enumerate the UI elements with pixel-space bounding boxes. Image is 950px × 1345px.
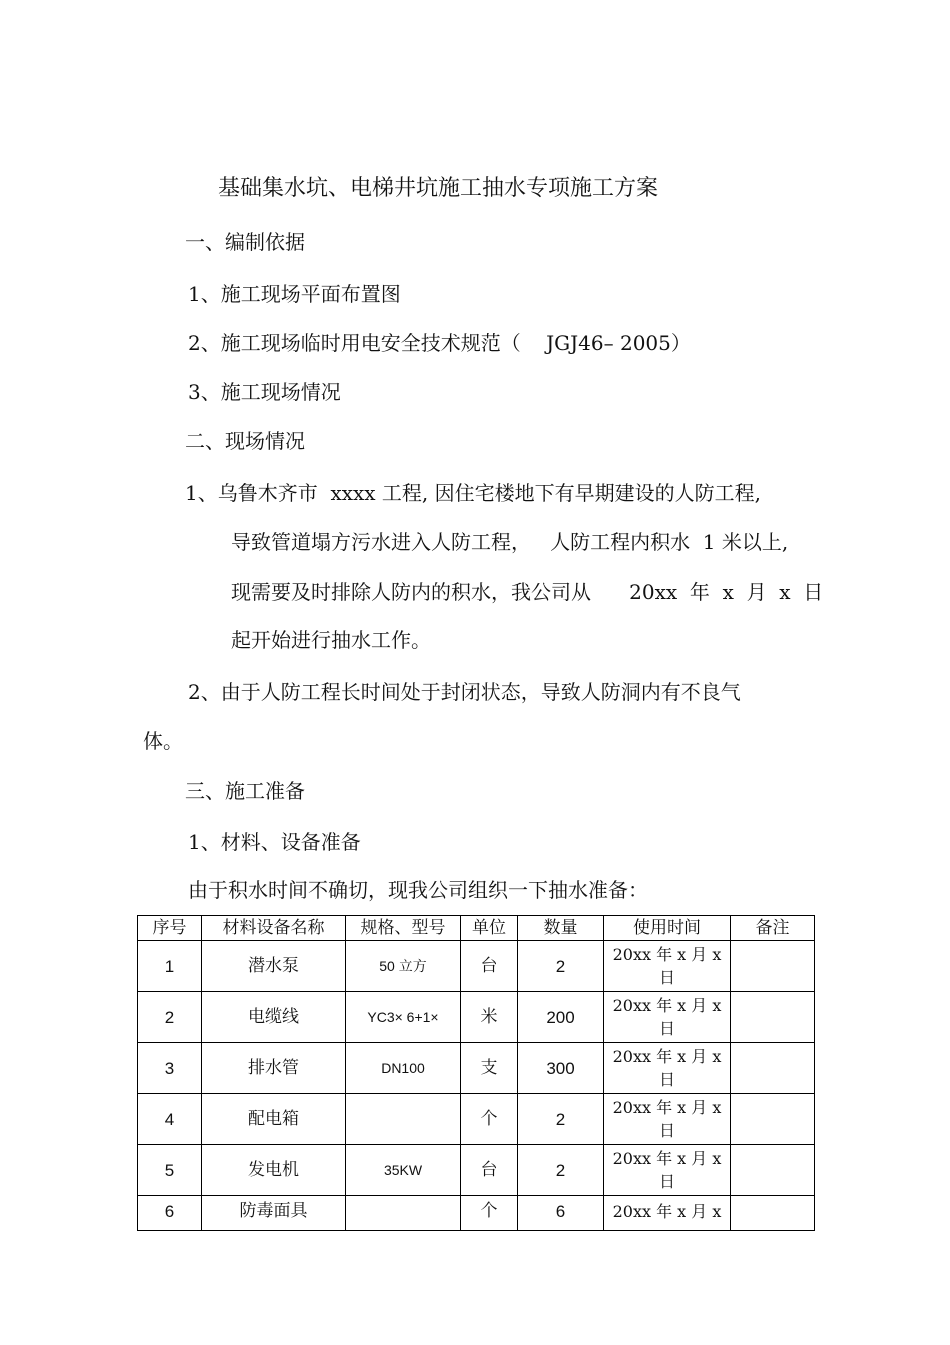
- cell-no: 3: [138, 1043, 202, 1094]
- cell-time: [604, 992, 731, 1043]
- time-line-2: 日: [658, 1121, 675, 1140]
- section-heading-2: 二、现场情况: [185, 429, 305, 453]
- list-item: 2、施工现场临时用电安全技术规范（ JGJ46– 2005）: [188, 331, 691, 355]
- time-line-1: 20xx 年 x 月 x: [612, 1202, 722, 1221]
- cell-spec: 50 立方: [346, 941, 461, 992]
- column-header: 规格、型号: [346, 916, 461, 941]
- time-line-1: 20xx 年 x 月 x: [612, 1149, 722, 1168]
- cell-unit: 台: [461, 941, 518, 992]
- table-intro: 由于积水时间不确切，现我公司组织一下抽水准备：: [188, 878, 648, 902]
- cell-name: 防毒面具: [202, 1196, 346, 1231]
- cell-no: 2: [138, 992, 202, 1043]
- cell-note: [731, 1145, 815, 1196]
- time-line-2: 日: [658, 968, 675, 987]
- time-line-1: 20xx 年 x 月 x: [612, 996, 722, 1015]
- cell-unit: 台: [461, 1145, 518, 1196]
- paragraph-line: 现需要及时排除人防内的积水，我公司从 20xx 年 x 月 x 日: [231, 580, 824, 604]
- cell-qty: 300: [518, 1043, 604, 1094]
- cell-unit: 米: [461, 992, 518, 1043]
- table-row: [138, 1145, 815, 1196]
- cell-spec: [346, 1196, 461, 1231]
- materials-table: [137, 915, 815, 1231]
- paragraph-line: 1、乌鲁木齐市 xxxx 工程, 因住宅楼地下有早期建设的人防工程,: [185, 481, 761, 505]
- cell-no: 1: [138, 941, 202, 992]
- cell-qty: 2: [518, 941, 604, 992]
- sub-heading: 1、材料、设备准备: [188, 830, 361, 854]
- cell-qty: 200: [518, 992, 604, 1043]
- table-row: [138, 992, 815, 1043]
- cell-no: 4: [138, 1094, 202, 1145]
- cell-time: [604, 941, 731, 992]
- cell-name: 潜水泵: [202, 941, 346, 992]
- paragraph-line: 体。: [143, 729, 183, 753]
- column-header: 材料设备名称: [202, 916, 346, 941]
- column-header: 序号: [138, 916, 202, 941]
- cell-name: 发电机: [202, 1145, 346, 1196]
- table-row: [138, 1196, 815, 1231]
- list-item: 1、施工现场平面布置图: [188, 282, 401, 306]
- time-line-1: 20xx 年 x 月 x: [612, 945, 722, 964]
- page-title: 基础集水坑、电梯井坑施工抽水专项施工方案: [218, 176, 659, 201]
- time-line-2: 日: [658, 1019, 675, 1038]
- table-header-row: [138, 916, 815, 941]
- cell-note: [731, 1196, 815, 1231]
- cell-unit: 个: [461, 1196, 518, 1231]
- table-row: [138, 1043, 815, 1094]
- cell-unit: 支: [461, 1043, 518, 1094]
- cell-time: [604, 1094, 731, 1145]
- cell-name: 配电箱: [202, 1094, 346, 1145]
- time-line-1: 20xx 年 x 月 x: [612, 1098, 722, 1117]
- column-header: 数量: [518, 916, 604, 941]
- paragraph-line: 起开始进行抽水工作。: [231, 628, 431, 652]
- cell-note: [731, 941, 815, 992]
- section-heading-1: 一、编制依据: [185, 230, 305, 254]
- column-header: 使用时间: [604, 916, 731, 941]
- cell-no: 5: [138, 1145, 202, 1196]
- cell-spec: DN100: [346, 1043, 461, 1094]
- cell-time: [604, 1145, 731, 1196]
- cell-time: [604, 1043, 731, 1094]
- cell-spec: YC3× 6+1×: [346, 992, 461, 1043]
- cell-qty: 2: [518, 1094, 604, 1145]
- table-row: [138, 941, 815, 992]
- section-heading-3: 三、施工准备: [185, 779, 305, 803]
- column-header: 单位: [461, 916, 518, 941]
- cell-unit: 个: [461, 1094, 518, 1145]
- cell-name: 排水管: [202, 1043, 346, 1094]
- table-row: [138, 1094, 815, 1145]
- cell-note: [731, 1094, 815, 1145]
- time-line-2: 日: [658, 1070, 675, 1089]
- cell-spec: 35KW: [346, 1145, 461, 1196]
- cell-spec: [346, 1094, 461, 1145]
- cell-note: [731, 1043, 815, 1094]
- cell-name: 电缆线: [202, 992, 346, 1043]
- cell-time: [604, 1196, 731, 1231]
- list-item: 3、施工现场情况: [188, 380, 341, 404]
- cell-qty: 2: [518, 1145, 604, 1196]
- cell-note: [731, 992, 815, 1043]
- cell-qty: 6: [518, 1196, 604, 1231]
- time-line-2: 日: [658, 1172, 675, 1191]
- column-header: 备注: [731, 916, 815, 941]
- cell-no: 6: [138, 1196, 202, 1231]
- time-line-1: 20xx 年 x 月 x: [612, 1047, 722, 1066]
- paragraph-line: 导致管道塌方污水进入人防工程， 人防工程内积水 1 米以上,: [231, 530, 789, 554]
- paragraph-line: 2、由于人防工程长时间处于封闭状态，导致人防洞内有不良气: [188, 680, 741, 704]
